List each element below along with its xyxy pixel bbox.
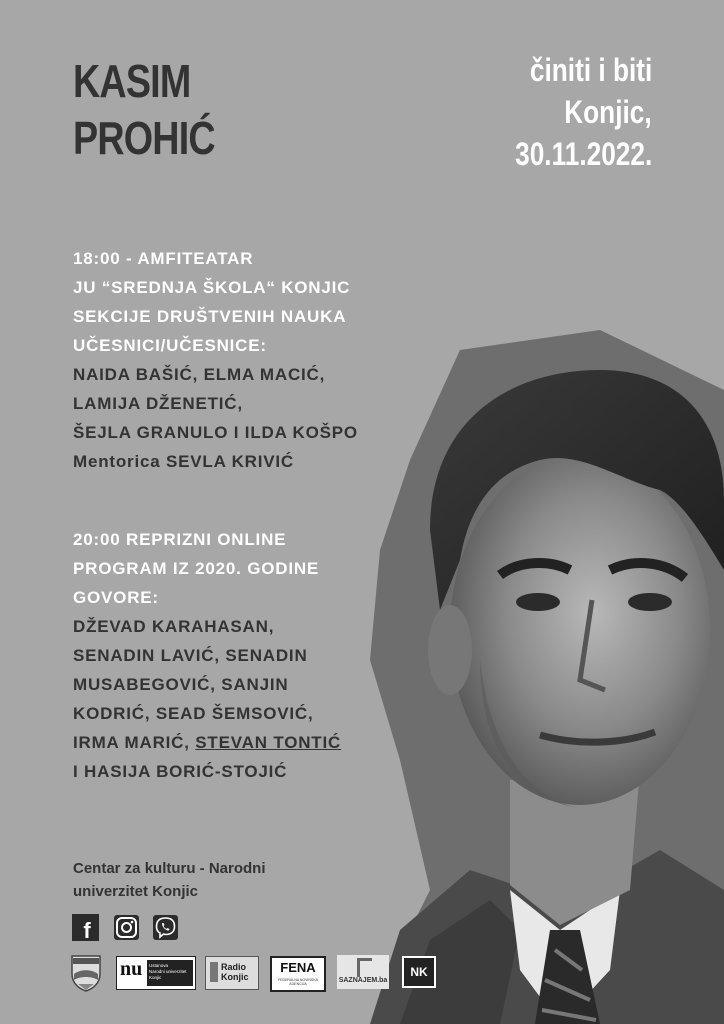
radio-konjic-logo (205, 956, 259, 990)
narodni-univerzitet-logo (116, 956, 196, 990)
program-first-names: LAMIJA DŽENETIĆ, (73, 394, 243, 413)
program-second-title: 20:00 REPRIZNI ONLINE (73, 530, 287, 549)
speaker-name-underlined: STEVAN TONTIĆ (195, 733, 342, 752)
fena-subtext: FEDERALNA NOVINSKA AGENCIJA (278, 978, 318, 986)
speaker-name: IRMA MARIĆ, (73, 733, 196, 752)
instagram-icon[interactable] (113, 914, 140, 941)
speaker-line: MUSABEGOVIĆ, SANJIN (73, 675, 289, 694)
radio-bar-icon (210, 962, 218, 982)
speaker-line (73, 728, 341, 757)
organizer-line: univerzitet Konjic (73, 883, 199, 900)
motto-line: činiti i biti (529, 52, 652, 88)
speaker-line: SENADIN LAVIĆ, SENADIN (73, 646, 308, 665)
saznajem-mark-icon (357, 958, 372, 977)
fena-text: FENA (280, 960, 316, 975)
program-second-title: PROGRAM IZ 2020. GODINE (73, 559, 320, 578)
radio-line: Konjic (221, 972, 249, 982)
nk-text: NK (410, 965, 428, 979)
program-first-names: ŠEJLA GRANULO I ILDA KOŠPO (73, 423, 358, 442)
program-second-speakers-label: GOVORE: (73, 588, 159, 607)
organizer-line: Centar za kulturu - Narodni (73, 860, 266, 877)
konjic-coat-of-arms-icon (70, 954, 102, 992)
nu-text-line: Narodni univerzitet (149, 969, 187, 974)
program-second (73, 525, 341, 786)
speaker-line: DŽEVAD KARAHASAN, (73, 617, 275, 636)
program-first-participants-label: UČESNICI/UČESNICE: (73, 336, 267, 355)
nu-mark: nu (120, 958, 143, 980)
saznajem-text: SAZNAJEM.ba (338, 977, 388, 984)
nk-logo (402, 956, 436, 988)
radio-konjic-text (221, 962, 249, 982)
portrait-photo (360, 330, 724, 1024)
program-first (73, 244, 358, 476)
speaker-line: I HASIJA BORIĆ-STOJIĆ (73, 762, 288, 781)
organizer-text (73, 857, 266, 903)
viber-icon[interactable] (152, 914, 179, 941)
speaker-line: KODRIĆ, SEAD ŠEMSOVIĆ, (73, 704, 314, 723)
program-first-venue: JU “SREDNJA ŠKOLA“ KONJIC (73, 278, 351, 297)
facebook-icon[interactable] (72, 914, 99, 941)
nu-text-panel (147, 960, 193, 986)
program-first-names: NAIDA BAŠIĆ, ELMA MACIĆ, (73, 365, 326, 384)
title-first-name: KASIM (73, 55, 191, 107)
nu-text-line: Konjic (149, 975, 162, 980)
program-first-section: SEKCIJE DRUŠTVENIH NAUKA (73, 307, 347, 326)
nu-text-line: Ustanova (149, 963, 169, 968)
facebook-glyph: f (83, 918, 91, 941)
location-line: Konjic, (564, 94, 652, 130)
fena-logo (270, 956, 326, 992)
program-first-mentor: Mentorica SEVLA KRIVIĆ (73, 452, 295, 471)
date-line: 30.11.2022. (514, 136, 652, 172)
radio-line: Radio (221, 962, 247, 972)
program-first-time: 18:00 - AMFITEATAR (73, 249, 254, 268)
nu-text (147, 960, 193, 984)
saznajem-logo (337, 955, 389, 989)
title-last-name: PROHIĆ (73, 112, 215, 164)
